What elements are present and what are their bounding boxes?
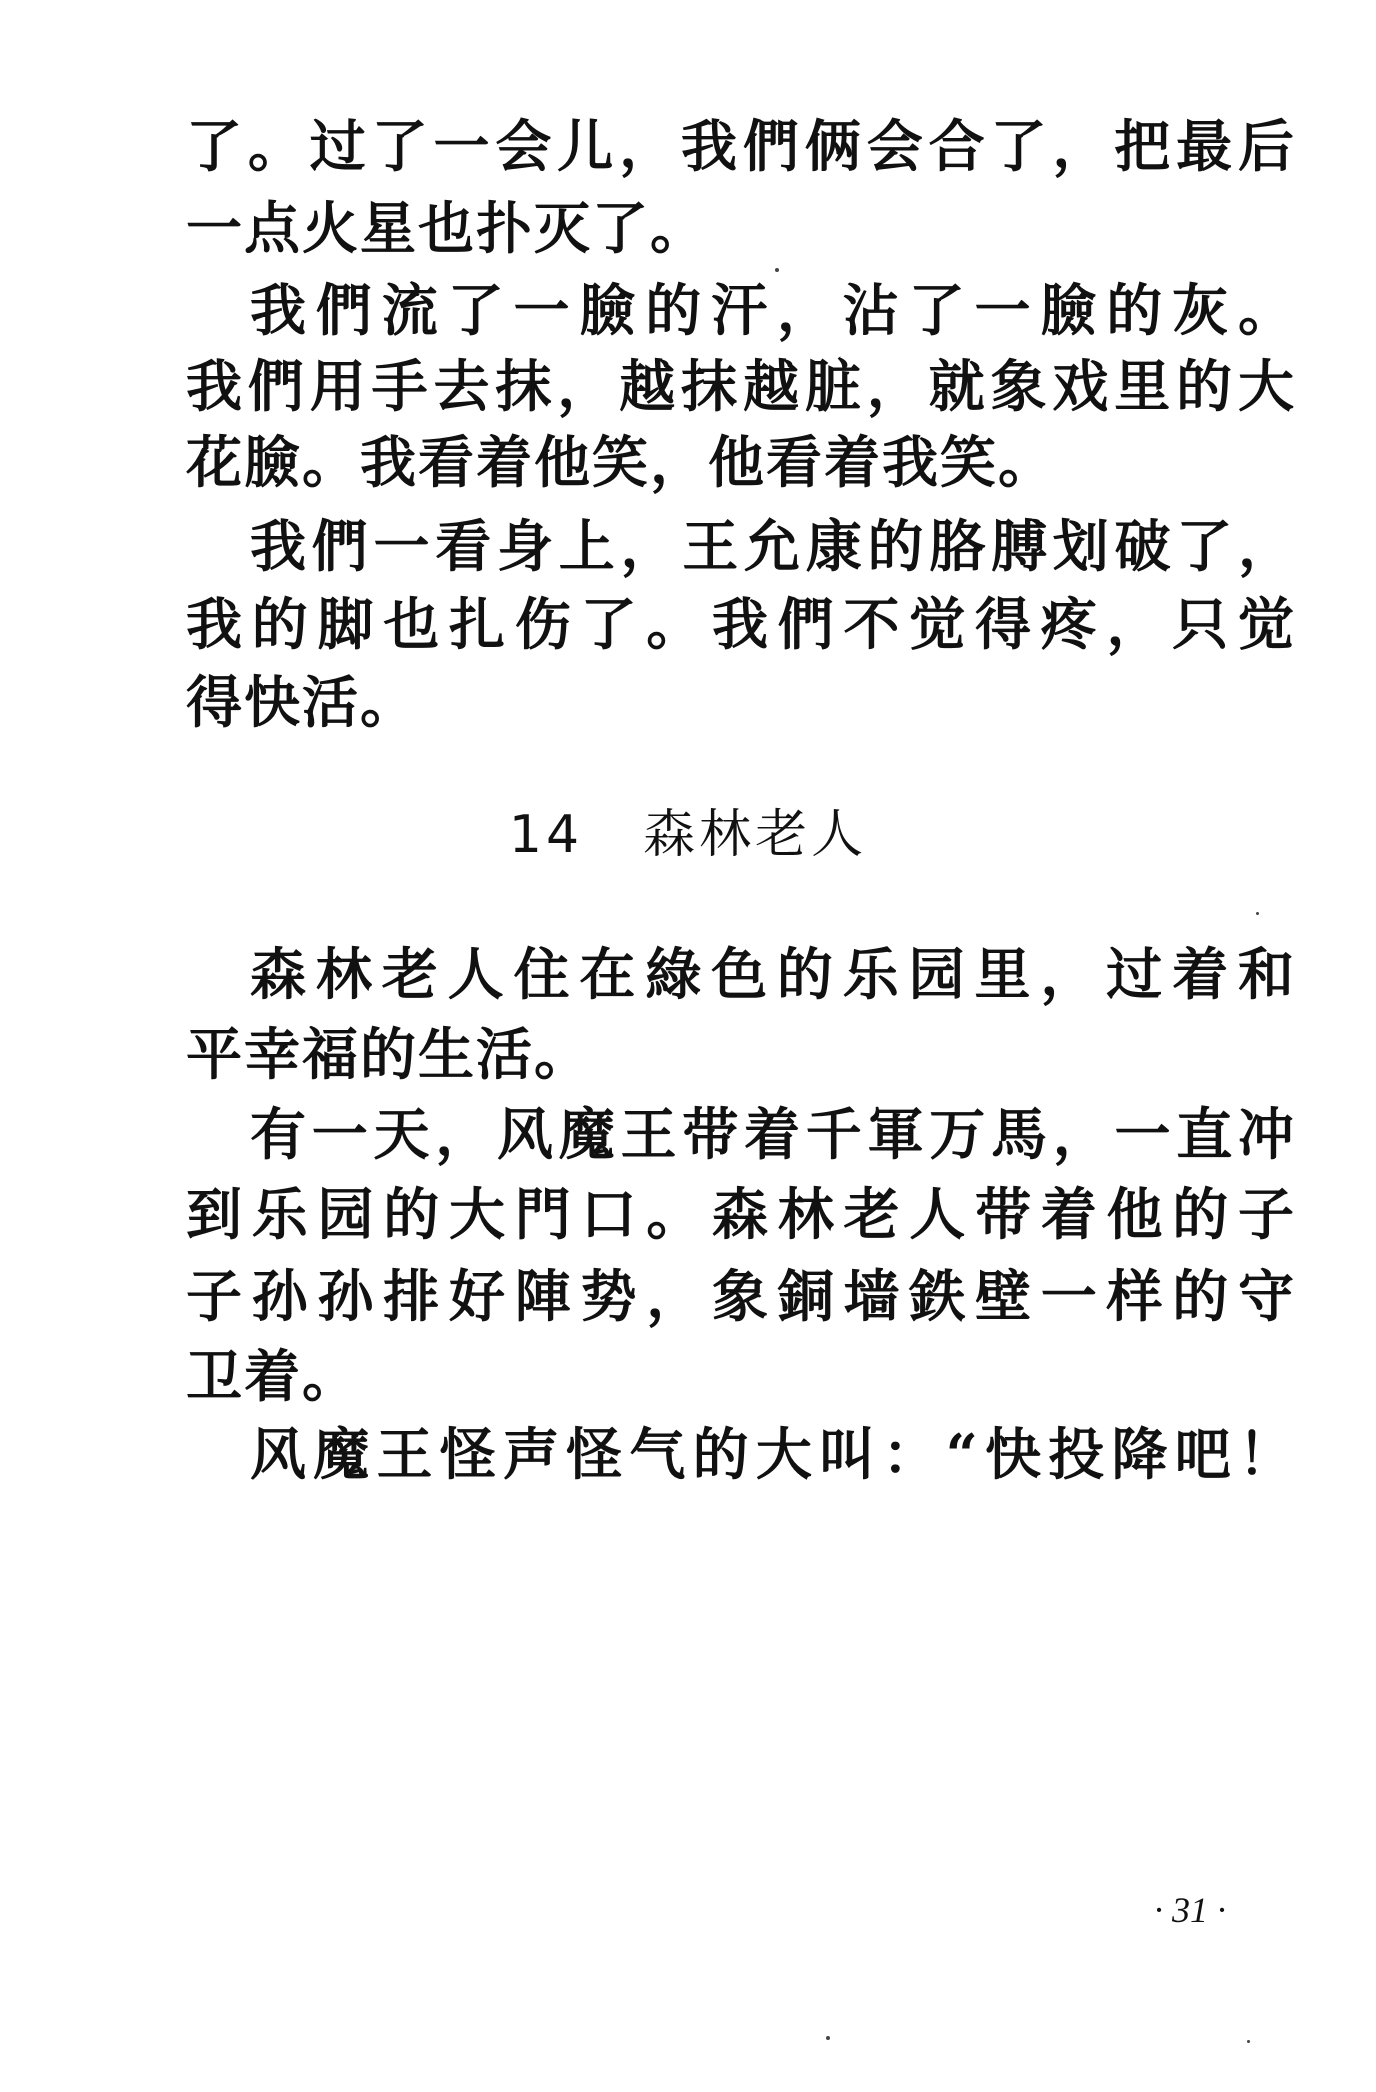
section-title: 森林老人 [643, 805, 868, 865]
section-line-6: 卫着。 [186, 1344, 360, 1410]
text-line-5: 花臉。我看着他笑，他看着我笑。 [186, 430, 1056, 496]
section-heading [0, 800, 1376, 870]
scan-speck [775, 268, 779, 272]
text-line-4: 我們用手去抹，越抹越脏，就象戏里的大 [186, 354, 1296, 420]
scan-speck [826, 2036, 830, 2040]
page-number: · 31 · [1154, 1890, 1226, 1930]
section-line-2: 平幸福的生活。 [186, 1022, 592, 1088]
text-line-7: 我的脚也扎伤了。我們不觉得疼，只觉 [186, 592, 1296, 658]
section-line-5: 子孙孙排好陣势，象銅墙鉄壁一样的守 [186, 1264, 1296, 1330]
text-line-1: 了。过了一会儿，我們俩会合了，把最后 [186, 114, 1296, 180]
scan-speck [1247, 2040, 1250, 2043]
section-line-4: 到乐园的大門口。森林老人带着他的子 [186, 1182, 1296, 1248]
scan-speck [1256, 912, 1259, 915]
text-line-3: 我們流了一臉的汗，沾了一臉的灰。 [250, 278, 1296, 344]
section-line-1: 森林老人住在綠色的乐园里，过着和 [250, 942, 1296, 1008]
text-line-2: 一点火星也扑灭了。 [186, 196, 708, 262]
text-line-8: 得快活。 [186, 670, 418, 736]
section-line-3: 有一天，风魔王带着千軍万馬，一直冲 [250, 1102, 1296, 1168]
section-line-7: 风魔王怪声怪气的大叫：“快投降吧！ [250, 1422, 1296, 1488]
section-number: 14 [508, 805, 584, 865]
text-line-6: 我們一看身上，王允康的胳膊划破了， [250, 514, 1296, 580]
